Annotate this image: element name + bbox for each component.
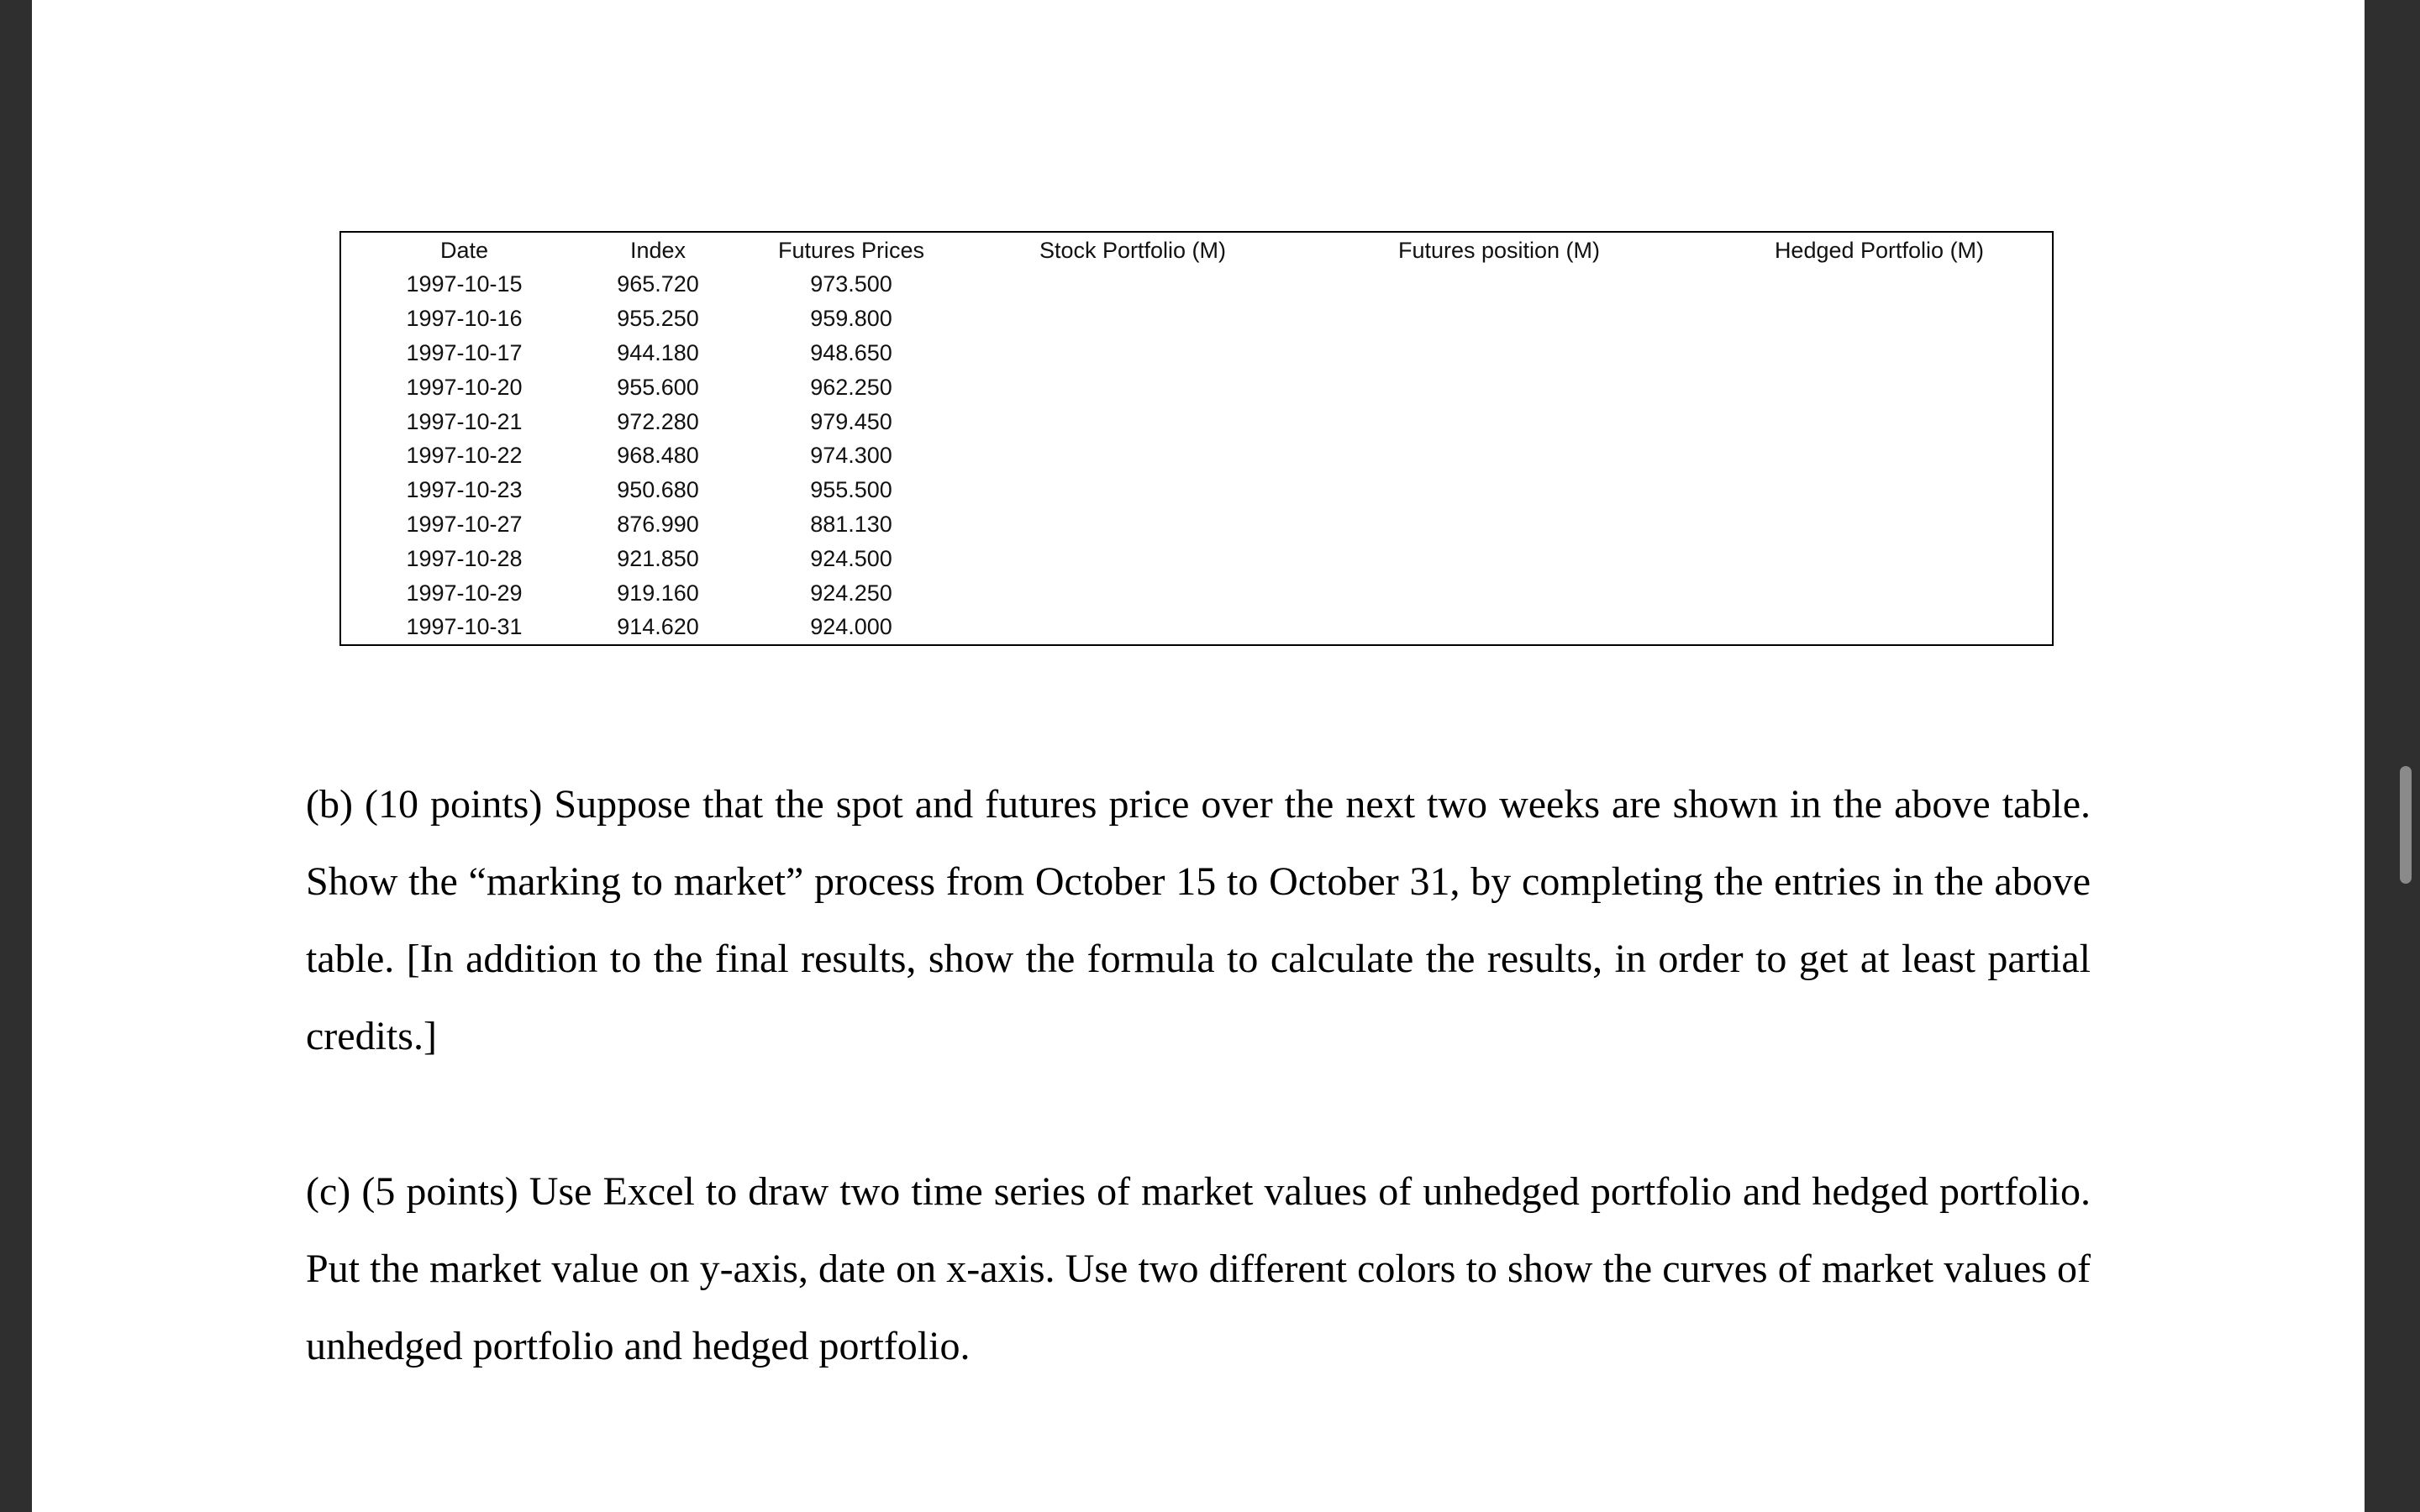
cell-futures-position bbox=[1292, 267, 1707, 302]
cell-index: 968.480 bbox=[617, 443, 699, 469]
cell-futures-position bbox=[1292, 610, 1707, 645]
cell-futures-position bbox=[1292, 507, 1707, 542]
table-row bbox=[340, 610, 2053, 645]
table-row bbox=[340, 302, 2053, 336]
viewer-left-frame bbox=[0, 0, 32, 1512]
cell-futures-price: 924.000 bbox=[810, 614, 892, 640]
table-row bbox=[340, 438, 2053, 473]
cell-date: 1997-10-17 bbox=[406, 339, 523, 365]
header-stock-portfolio: Stock Portfolio (M) bbox=[1039, 237, 1227, 263]
cell-date: 1997-10-27 bbox=[406, 511, 523, 537]
cell-hedged-portfolio bbox=[1707, 610, 2053, 645]
cell-index: 914.620 bbox=[617, 614, 699, 640]
cell-hedged-portfolio bbox=[1707, 507, 2053, 542]
cell-index: 944.180 bbox=[617, 339, 699, 365]
table-row bbox=[340, 404, 2053, 438]
cell-futures-price: 974.300 bbox=[810, 443, 892, 469]
cell-date: 1997-10-28 bbox=[406, 545, 523, 571]
cell-stock-portfolio bbox=[974, 404, 1292, 438]
cell-futures-position bbox=[1292, 575, 1707, 610]
table-row bbox=[340, 507, 2053, 542]
cell-index: 950.680 bbox=[617, 477, 699, 503]
cell-futures-price: 962.250 bbox=[810, 374, 892, 400]
cell-stock-portfolio bbox=[974, 541, 1292, 575]
cell-stock-portfolio bbox=[974, 473, 1292, 507]
cell-futures-position bbox=[1292, 541, 1707, 575]
cell-index: 965.720 bbox=[617, 271, 699, 297]
cell-futures-price: 955.500 bbox=[810, 477, 892, 503]
cell-stock-portfolio bbox=[974, 575, 1292, 610]
cell-hedged-portfolio bbox=[1707, 336, 2053, 370]
cell-futures-price: 881.130 bbox=[810, 511, 892, 537]
table-row bbox=[340, 370, 2053, 404]
cell-date: 1997-10-31 bbox=[406, 614, 523, 640]
cell-index: 876.990 bbox=[617, 511, 699, 537]
cell-stock-portfolio bbox=[974, 370, 1292, 404]
cell-date: 1997-10-23 bbox=[406, 477, 523, 503]
cell-hedged-portfolio bbox=[1707, 473, 2053, 507]
cell-stock-portfolio bbox=[974, 507, 1292, 542]
cell-hedged-portfolio bbox=[1707, 302, 2053, 336]
cell-futures-position bbox=[1292, 473, 1707, 507]
table-row bbox=[340, 473, 2053, 507]
cell-hedged-portfolio bbox=[1707, 541, 2053, 575]
header-date: Date bbox=[439, 237, 489, 263]
table-row bbox=[340, 541, 2053, 575]
table-row bbox=[340, 575, 2053, 610]
document-page bbox=[32, 0, 2365, 1512]
table-row bbox=[340, 336, 2053, 370]
cell-stock-portfolio bbox=[974, 438, 1292, 473]
cell-date: 1997-10-22 bbox=[406, 443, 523, 469]
cell-index: 972.280 bbox=[617, 408, 699, 434]
cell-hedged-portfolio bbox=[1707, 267, 2053, 302]
vertical-scrollbar-thumb[interactable] bbox=[2400, 766, 2412, 884]
cell-hedged-portfolio bbox=[1707, 575, 2053, 610]
header-futures-position: Futures position (M) bbox=[1397, 237, 1601, 263]
table-header-row bbox=[340, 232, 2053, 267]
header-index: Index bbox=[629, 237, 687, 263]
cell-futures-price: 948.650 bbox=[810, 339, 892, 365]
header-futures-prices: Futures Prices bbox=[777, 237, 925, 263]
cell-futures-position bbox=[1292, 302, 1707, 336]
cell-date: 1997-10-15 bbox=[406, 271, 523, 297]
cell-futures-price: 924.500 bbox=[810, 545, 892, 571]
cell-futures-price: 979.450 bbox=[810, 408, 892, 434]
cell-futures-price: 924.250 bbox=[810, 580, 892, 606]
cell-stock-portfolio bbox=[974, 302, 1292, 336]
cell-futures-price: 959.800 bbox=[810, 306, 892, 332]
cell-date: 1997-10-20 bbox=[406, 374, 523, 400]
cell-index: 919.160 bbox=[617, 580, 699, 606]
cell-date: 1997-10-16 bbox=[406, 306, 523, 332]
header-hedged-portfolio: Hedged Portfolio (M) bbox=[1774, 237, 1985, 263]
cell-date: 1997-10-21 bbox=[406, 408, 523, 434]
marking-to-market-table bbox=[339, 231, 2054, 646]
cell-index: 921.850 bbox=[617, 545, 699, 571]
cell-futures-position bbox=[1292, 370, 1707, 404]
cell-index: 955.250 bbox=[617, 306, 699, 332]
cell-futures-position bbox=[1292, 404, 1707, 438]
cell-hedged-portfolio bbox=[1707, 438, 2053, 473]
cell-date: 1997-10-29 bbox=[406, 580, 523, 606]
cell-futures-position bbox=[1292, 336, 1707, 370]
cell-stock-portfolio bbox=[974, 267, 1292, 302]
cell-hedged-portfolio bbox=[1707, 404, 2053, 438]
cell-hedged-portfolio bbox=[1707, 370, 2053, 404]
table-row bbox=[340, 267, 2053, 302]
viewer-right-frame bbox=[2365, 0, 2420, 1512]
cell-index: 955.600 bbox=[617, 374, 699, 400]
question-b-text: (b) (10 points) Suppose that the spot and futures price over the next two weeks are shown in the above table. Show the “marking to market” process from October 15 to October 31, by completing the entries in the above table. [In addition to the final results, show the formula to calculate the results, in order to get at least partial credits.] bbox=[306, 782, 2091, 1058]
cell-futures-position bbox=[1292, 438, 1707, 473]
cell-stock-portfolio bbox=[974, 610, 1292, 645]
question-c-text: (c) (5 points) Use Excel to draw two time series of market values of unhedged portfolio and hedged portfolio. Put the market value on y-axis, date on x-axis. Use two different colors to show the curves of market values of unhedged portfolio and hedged portfolio. bbox=[306, 1169, 2091, 1368]
cell-futures-price: 973.500 bbox=[810, 271, 892, 297]
cell-stock-portfolio bbox=[974, 336, 1292, 370]
